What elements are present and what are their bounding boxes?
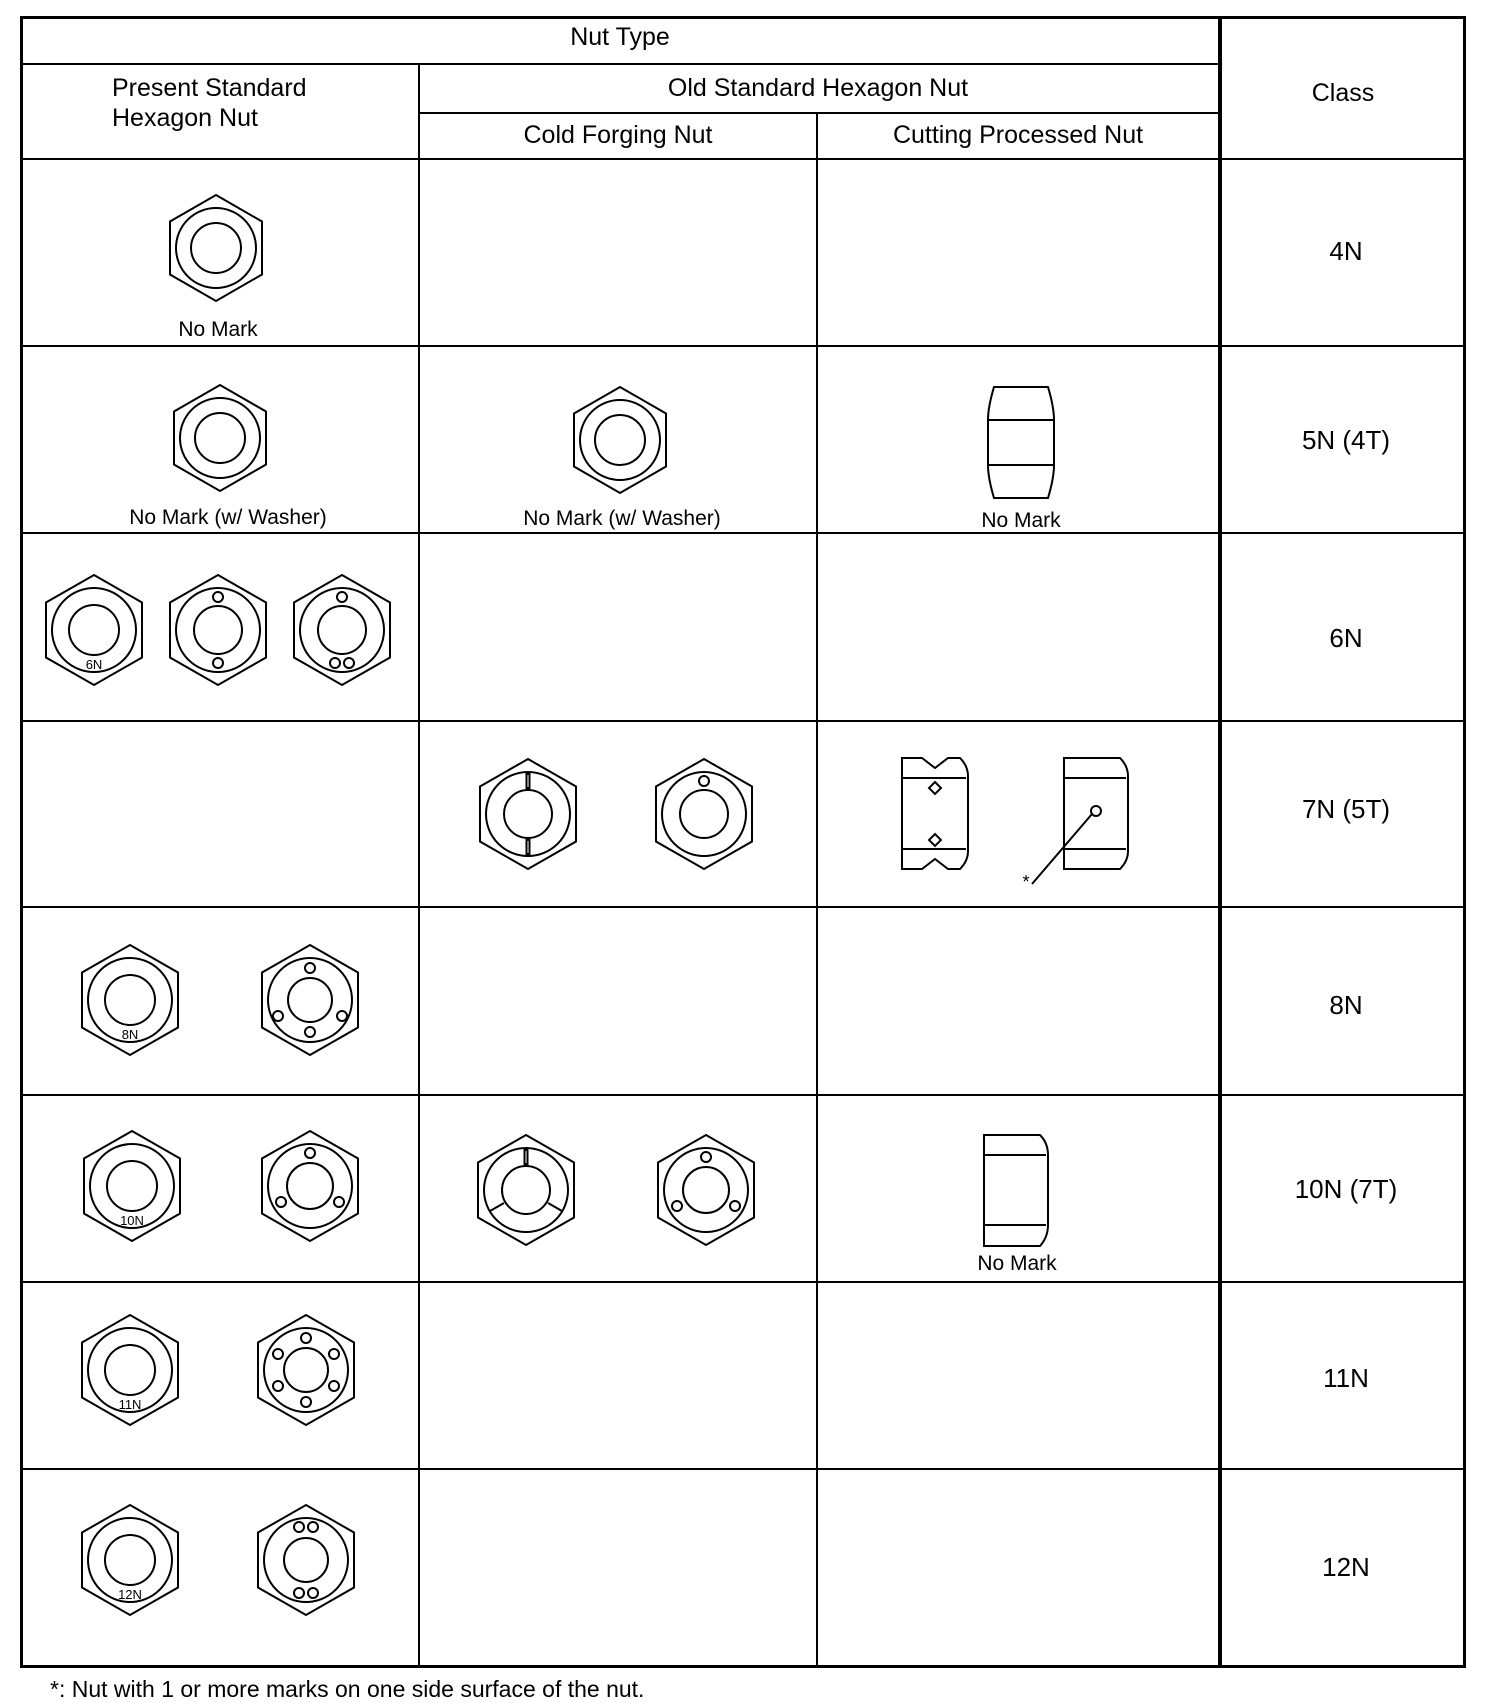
row-divider [22, 532, 1464, 534]
hex-nut-12n-stamp-icon [80, 1503, 180, 1618]
hex-nut-three-dots-icon [292, 573, 392, 688]
hex-nut-four-dots-icon [260, 943, 360, 1058]
class-value: 8N [1329, 990, 1363, 1020]
header-divider [22, 63, 1222, 65]
class-value: 5N (4T) [1301, 425, 1391, 455]
nut-stamp-text: 11N [118, 1397, 142, 1412]
class-column-divider [1218, 18, 1222, 1666]
hex-nut-three-slot-marks-icon [476, 1133, 576, 1248]
hex-nut-slot-marks-icon [478, 757, 578, 872]
header-cold-forging: Cold Forging Nut [523, 121, 713, 149]
class-value: 11N [1323, 1363, 1369, 1393]
row-divider [22, 1281, 1464, 1283]
class-value: 7N (5T) [1301, 794, 1391, 824]
hex-nut-side-view-icon [986, 385, 1056, 500]
class-value: 12N [1322, 1552, 1370, 1582]
column-divider [418, 63, 420, 1666]
asterisk-label: * [1022, 872, 1030, 892]
nut-side-view-diamond-marks-icon [900, 756, 970, 871]
hex-nut-6n-stamp-icon [44, 573, 144, 688]
row-divider [22, 1094, 1464, 1096]
nut-caption: No Mark (w/ Washer) [523, 507, 721, 530]
hex-nut-side-view-icon [982, 1133, 1052, 1248]
hex-nut-with-washer-icon [570, 385, 670, 495]
hex-nut-one-dot-icon [654, 757, 754, 872]
nut-caption: No Mark [981, 509, 1061, 532]
class-value: 6N [1329, 623, 1363, 653]
hex-nut-with-washer-icon [170, 383, 270, 493]
hex-nut-icon [166, 193, 266, 303]
leader-line [1028, 812, 1098, 892]
nut-stamp-text: 10N [120, 1213, 144, 1228]
hex-nut-four-paired-dots-icon [256, 1503, 356, 1618]
class-value: 4N [1329, 236, 1363, 266]
footnote: *: Nut with 1 or more marks on one side surface of the nut. [50, 1676, 645, 1702]
header-nut-type: Nut Type [570, 23, 670, 51]
nut-caption: No Mark (w/ Washer) [129, 506, 327, 529]
header-class: Class [1311, 79, 1375, 107]
row-divider [22, 906, 1464, 908]
hex-nut-10n-stamp-icon [82, 1129, 182, 1244]
class-value: 10N (7T) [1294, 1174, 1398, 1204]
row-divider [22, 345, 1464, 347]
header-old-standard: Old Standard Hexagon Nut [667, 74, 969, 102]
header-divider [418, 112, 1222, 114]
header-present-standard: Present Standard Hexagon Nut [112, 74, 307, 132]
row-divider [22, 1468, 1464, 1470]
nut-stamp-text: 6N [85, 657, 103, 672]
hex-nut-11n-stamp-icon [80, 1313, 180, 1428]
row-divider [22, 720, 1464, 722]
hex-nut-three-dots-triangle-icon [260, 1129, 360, 1244]
nut-caption: No Mark [178, 318, 258, 341]
header-bottom-divider [22, 158, 1464, 160]
nut-stamp-text: 8N [121, 1027, 139, 1042]
nut-stamp-text: 12N [118, 1587, 142, 1602]
header-cutting-processed: Cutting Processed Nut [892, 121, 1144, 149]
hex-nut-three-dots-triangle-icon [656, 1133, 756, 1248]
hex-nut-8n-stamp-icon [80, 943, 180, 1058]
nut-caption: No Mark [977, 1252, 1057, 1275]
hex-nut-six-dots-icon [256, 1313, 356, 1428]
hex-nut-two-dots-icon [168, 573, 268, 688]
